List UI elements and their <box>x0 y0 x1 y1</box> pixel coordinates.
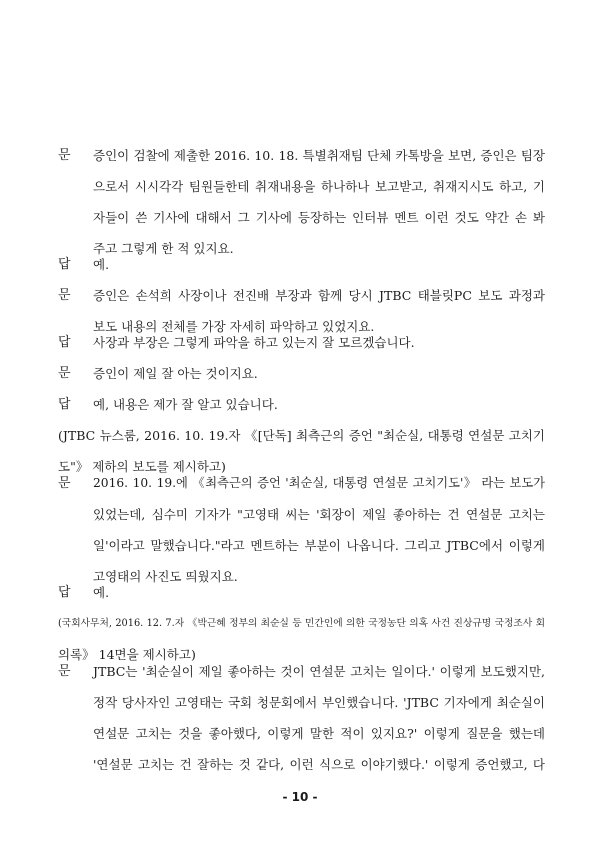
text-line: 있었는데, 심수미 기자가 "고영태 씨는 '회장이 제일 좋아하는 건 연설문 고치는 <box>93 507 545 522</box>
qa-label: 답 <box>58 397 71 412</box>
qa-label: 문 <box>58 148 71 163</box>
text-line: 보도 내용의 전체를 가장 자세히 파악하고 있었지요. <box>93 319 375 334</box>
text-line: 예. <box>93 257 110 272</box>
text-line: 증인이 검찰에 제출한 2016. 10. 18. 특별취재팀 단체 카톡방을 보면, 증인은 팀장 <box>93 148 545 163</box>
qa-text <box>93 389 545 420</box>
text-line: 2016. 10. 19.에 《최측근의 증언 '최순실, 대통령 연설문 고치기도'》 라는 보도가 <box>93 476 545 490</box>
text-line: 의록》 14면을 제시하고) <box>58 647 196 662</box>
qa-text <box>93 358 545 389</box>
text-line: 예. <box>93 585 110 600</box>
text-line: 증인은 손석희 사장이나 전진배 부장과 함께 당시 JTBC 태블릿PC 보도 과정과 <box>93 288 545 303</box>
text-line: 사장과 부장은 그렇게 파악을 하고 있는지 잘 모르겠습니다. <box>93 335 415 350</box>
qa-text <box>93 468 545 592</box>
qa-text <box>93 577 545 608</box>
text-line: (JTBC 뉴스룸, 2016. 10. 19.자 《[단독] 최측근의 증언 "최순실, 대통령 연설문 고치기 <box>58 428 545 443</box>
qa-label: 답 <box>58 335 71 350</box>
text-line: 으로서 시시각각 팀원들한테 취재내용을 하나하나 보고받고, 취재지시도 하고, 기 <box>93 179 545 194</box>
qa-label: 문 <box>58 664 71 679</box>
qa-text <box>93 140 545 264</box>
text-line: 예, 내용은 제가 잘 알고 있습니다. <box>93 397 278 412</box>
text-line: 증인이 제일 잘 아는 것이지요. <box>93 366 258 381</box>
qa-label: 답 <box>58 257 71 272</box>
qa-text <box>93 249 545 280</box>
qa-text <box>93 656 545 780</box>
page-number: - 10 - <box>282 790 318 804</box>
text-line: 도"》 제하의 보도를 제시하고) <box>58 459 226 474</box>
text-line: JTBC는 '최순실이 제일 좋아하는 것이 연설문 고치는 일이다.' 이렇게 보도했지만, <box>93 664 545 679</box>
text-line: 자들이 쓴 기사에 대해서 그 기사에 등장하는 인터뷰 멘트 이런 것도 약간 손 봐 <box>93 210 545 225</box>
text-line: (국회사무처, 2016. 12. 7.자 《박근혜 정부의 최순실 등 민간인에 의한 국정농단 의혹 사건 진상규명 국정조사 회 <box>58 618 545 629</box>
qa-text <box>93 327 545 358</box>
qa-label: 문 <box>58 366 71 381</box>
text-line: 연설문 고치는 것을 좋아했다, 이렇게 말한 적이 있지요?' 이렇게 질문을 했는데 <box>93 726 545 741</box>
qa-label: 문 <box>58 288 71 303</box>
text-line: 정작 당사자인 고영태는 국회 청문회에서 부인했습니다. 'JTBC 기자에게 최순실이 <box>93 695 545 710</box>
qa-label: 답 <box>58 585 71 600</box>
qa-label: 문 <box>58 476 71 491</box>
text-line: 주고 그렇게 한 적 있지요. <box>93 241 234 256</box>
text-line: 고영태의 사진도 띄웠지요. <box>93 569 238 584</box>
text-line: 일'이라고 말했습니다."라고 멘트하는 부분이 나옵니다. 그리고 JTBC에서 이렇게 <box>93 538 545 553</box>
text-line: '연설문 고치는 건 잘하는 것 같다, 이런 식으로 이야기했다.' 이렇게 증언했고, 다 <box>93 757 545 772</box>
